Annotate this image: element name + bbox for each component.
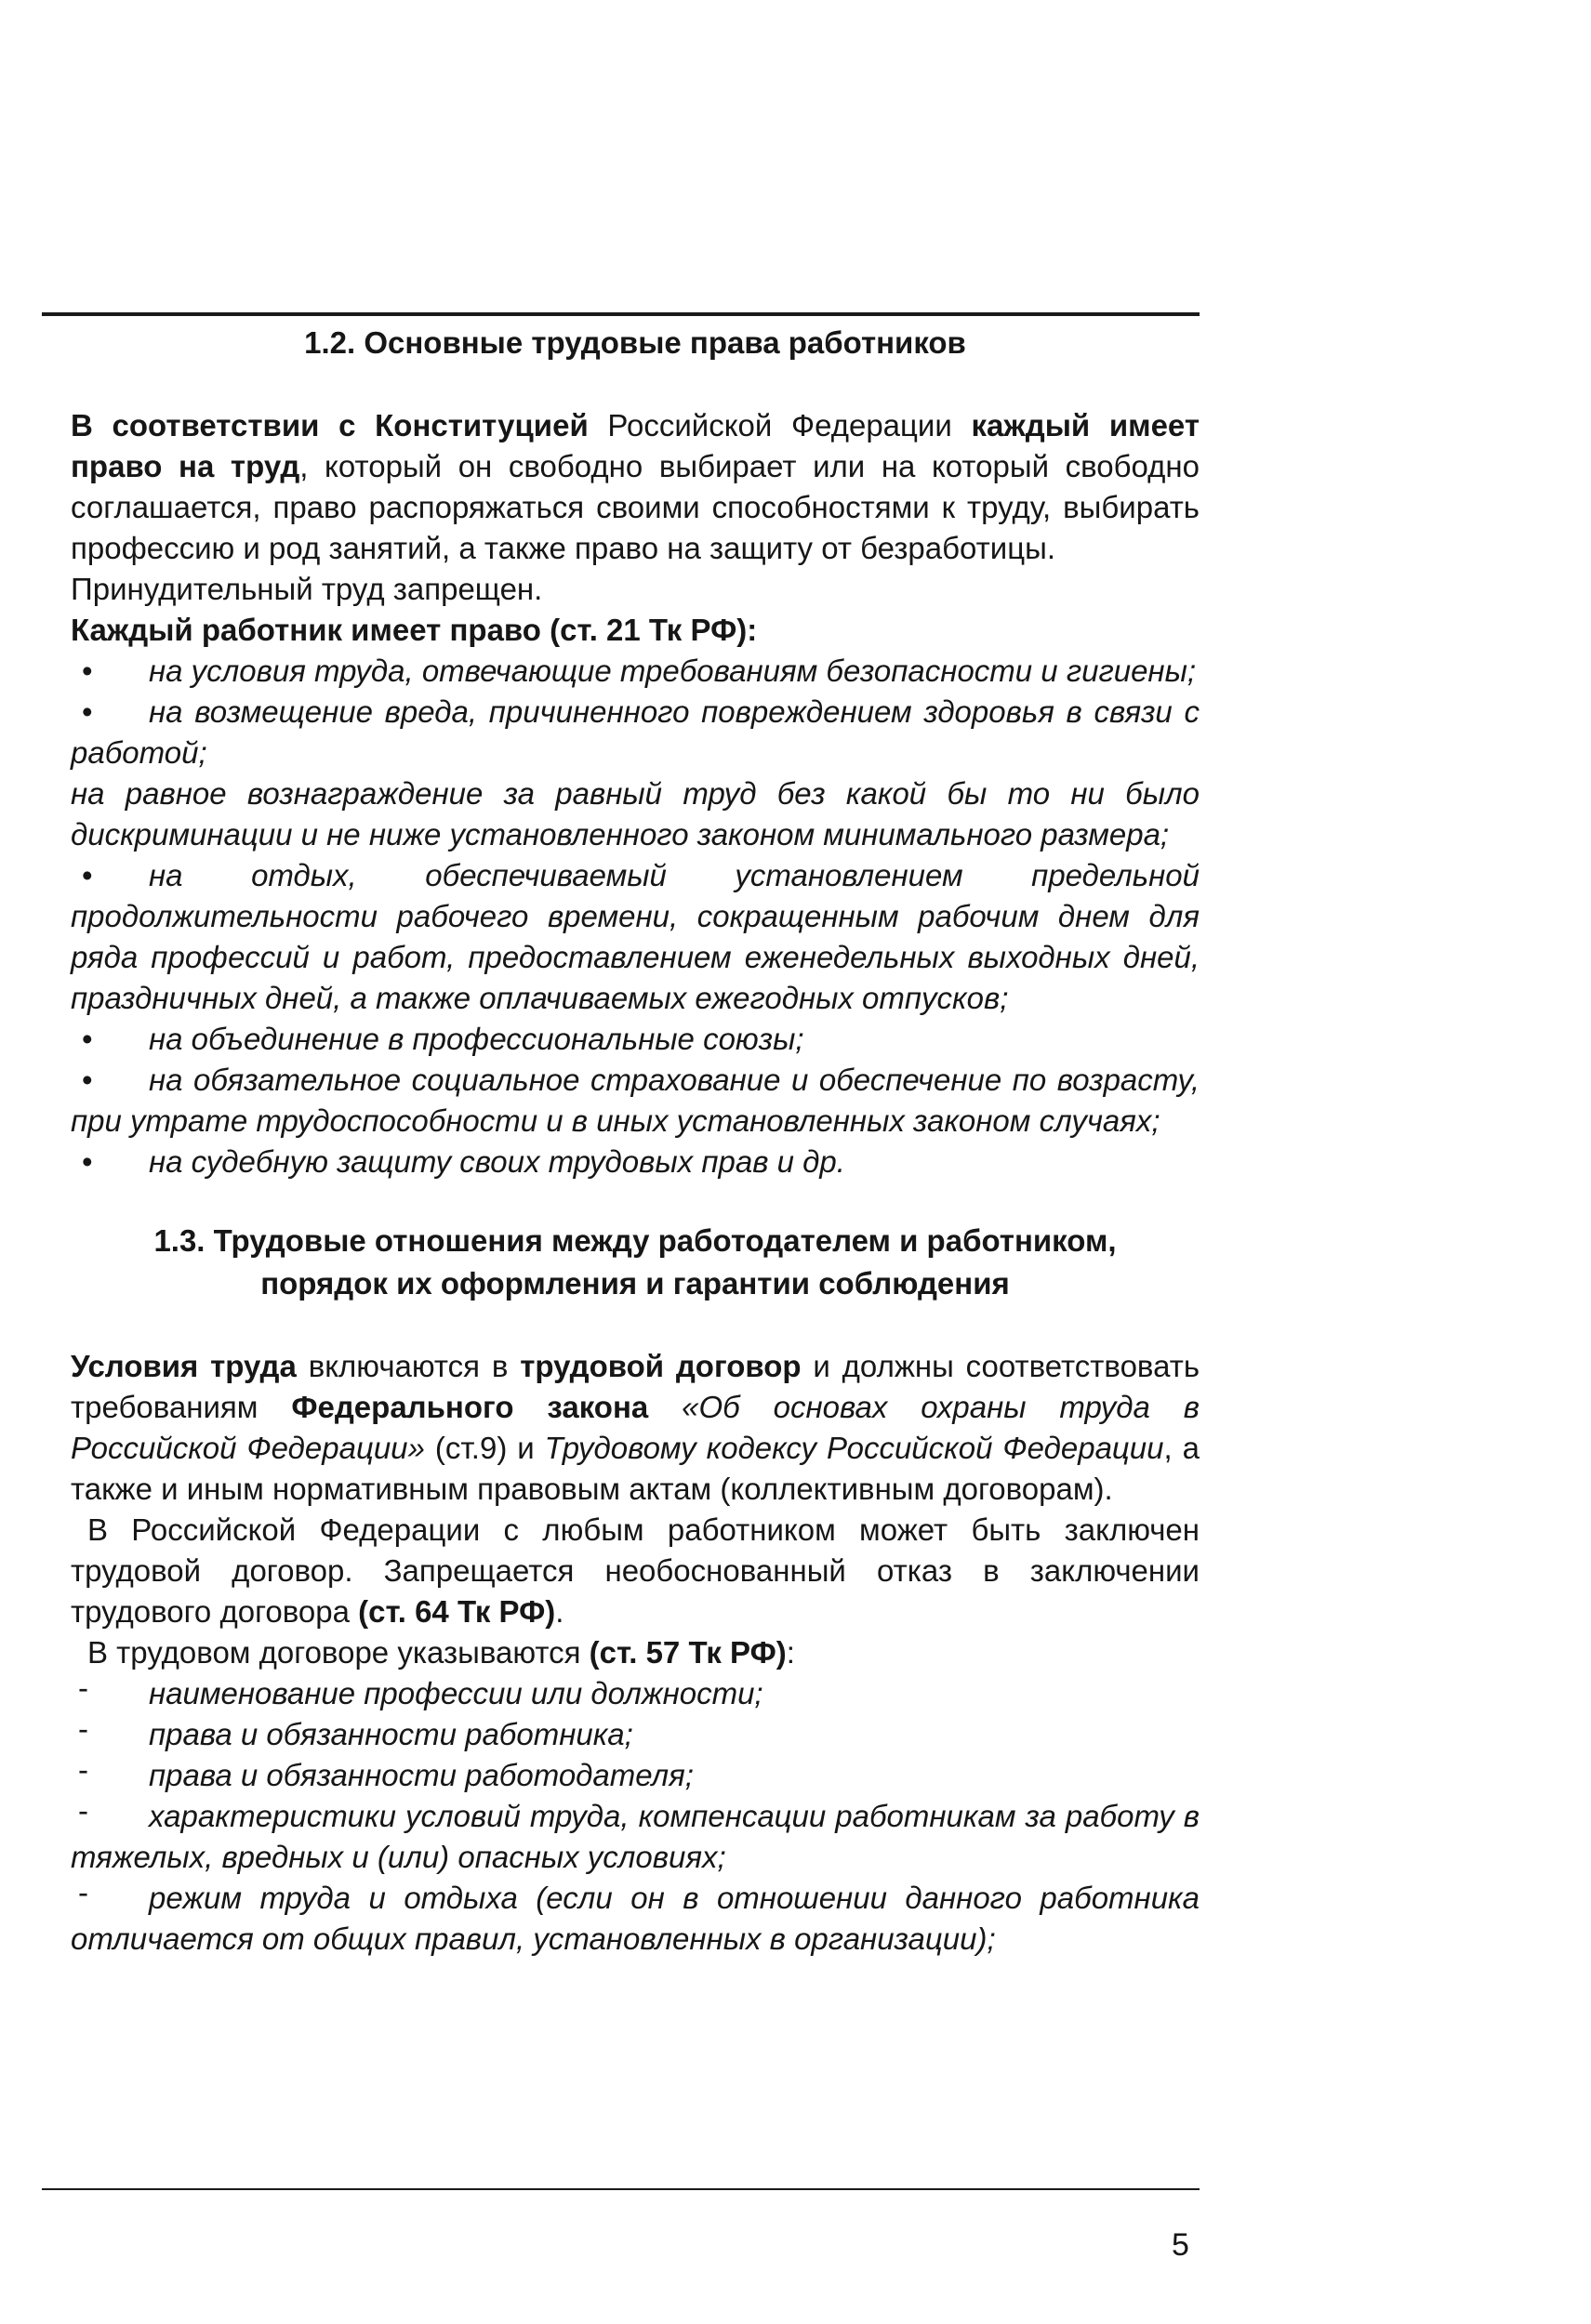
list-item: • на возмещение вреда, причиненного повреждением здоровья в связи с работой; bbox=[71, 692, 1200, 773]
bullet-icon: • bbox=[82, 654, 93, 688]
section-1-2-title: 1.2. Основные трудовые права работников bbox=[304, 325, 966, 360]
bullet-icon: • bbox=[82, 1022, 93, 1056]
list-item: • на объединение в профессиональные союзы; bbox=[71, 1019, 1200, 1060]
list-item: • на отдых, обеспечиваемый установлением предельной продолжительности рабочего времени, сокращенным рабочим днем для ряда профессий и работ, предоставлением еженедельных выходных дней, праздничных дней, а также оплачиваемых ежегодных отпусков; bbox=[71, 855, 1200, 1019]
intro-right-to-work: каждый имеет право на труд bbox=[71, 408, 1200, 483]
contract-items-list bbox=[71, 1670, 1200, 1960]
bottom-rule bbox=[42, 2188, 1200, 2190]
section-1-3-title-line2: порядок их оформления и гарантии соблюдения bbox=[260, 1266, 1010, 1301]
dash-icon: - bbox=[78, 1711, 88, 1746]
intro-mid: Российской Федерации bbox=[588, 408, 972, 442]
section-1-3-title bbox=[71, 1220, 1200, 1305]
dash-icon: - bbox=[78, 1670, 88, 1705]
dash-icon: - bbox=[78, 1875, 88, 1909]
list-item: • на обязательное социальное страхование и обеспечение по возрасту, при утрате трудоспособности и в иных установленных законом случаях; bbox=[71, 1060, 1200, 1142]
list-item: - права и обязанности работодателя; bbox=[71, 1755, 1200, 1796]
bullet-icon: • bbox=[82, 858, 93, 892]
conditions-paragraph: Условия труда включаются в трудовой договор и должны соответствовать требованиям Федерального закона «Об основах охраны труда в Российской Федерации» (ст.9) и Трудовому кодексу Российской Федерации, а также и иным нормативным правовым актам (коллективным договорам). bbox=[71, 1349, 1200, 1506]
list-item: - режим труда и отдыха (если он в отношении данного работника отличается от общих правил, установленных в организации); bbox=[71, 1878, 1200, 1960]
bullet-icon: • bbox=[82, 1063, 93, 1097]
page-number: 5 bbox=[1172, 2227, 1189, 2263]
rights-list bbox=[71, 651, 1200, 773]
intro-lead: В соответствии с Конституцией bbox=[71, 408, 589, 442]
forced-labor-line: Принудительный труд запрещен. bbox=[71, 572, 543, 606]
intro-rest: , который он свободно выбирает или на который свободно соглашается, право распоряжаться своими способностями к труду, выбирать профессию и род занятий, а также право на защиту от безработицы. bbox=[71, 449, 1200, 565]
bullet-icon: • bbox=[82, 694, 93, 729]
list-item: - характеристики условий труда, компенсации работникам за работу в тяжелых, вредных и (или) опасных условиях; bbox=[71, 1796, 1200, 1878]
section-1-3-title-line1: 1.3. Трудовые отношения между работодателем и работником, bbox=[153, 1223, 1117, 1258]
contract-contents-intro: В трудовом договоре указываются (ст. 57 Тк РФ): bbox=[87, 1635, 795, 1670]
rights-list-more bbox=[71, 855, 1200, 1182]
rights-heading: Каждый работник имеет право (ст. 21 Тк РФ): bbox=[71, 613, 758, 647]
bullet-icon: • bbox=[82, 1144, 93, 1179]
list-item: - наименование профессии или должности; bbox=[71, 1673, 1200, 1714]
dash-icon: - bbox=[78, 1793, 88, 1828]
page-content bbox=[71, 316, 1200, 1960]
intro-paragraph bbox=[71, 405, 1200, 569]
list-item: - права и обязанности работника; bbox=[71, 1714, 1200, 1755]
contract-paragraph: В Российской Федерации с любым работником может быть заключен трудовой договор. Запрещается необоснованный отказ в заключении трудового договора (ст. 64 Тк РФ). bbox=[71, 1512, 1200, 1629]
dash-icon: - bbox=[78, 1752, 88, 1787]
list-item: • на судебную защиту своих трудовых прав и др. bbox=[71, 1142, 1200, 1182]
list-item: • на условия труда, отвечающие требованиям безопасности и гигиены; bbox=[71, 651, 1200, 692]
equal-pay-line: на равное вознаграждение за равный труд без какой бы то ни было дискриминации и не ниже установленного законом минимального размера; bbox=[71, 776, 1200, 852]
